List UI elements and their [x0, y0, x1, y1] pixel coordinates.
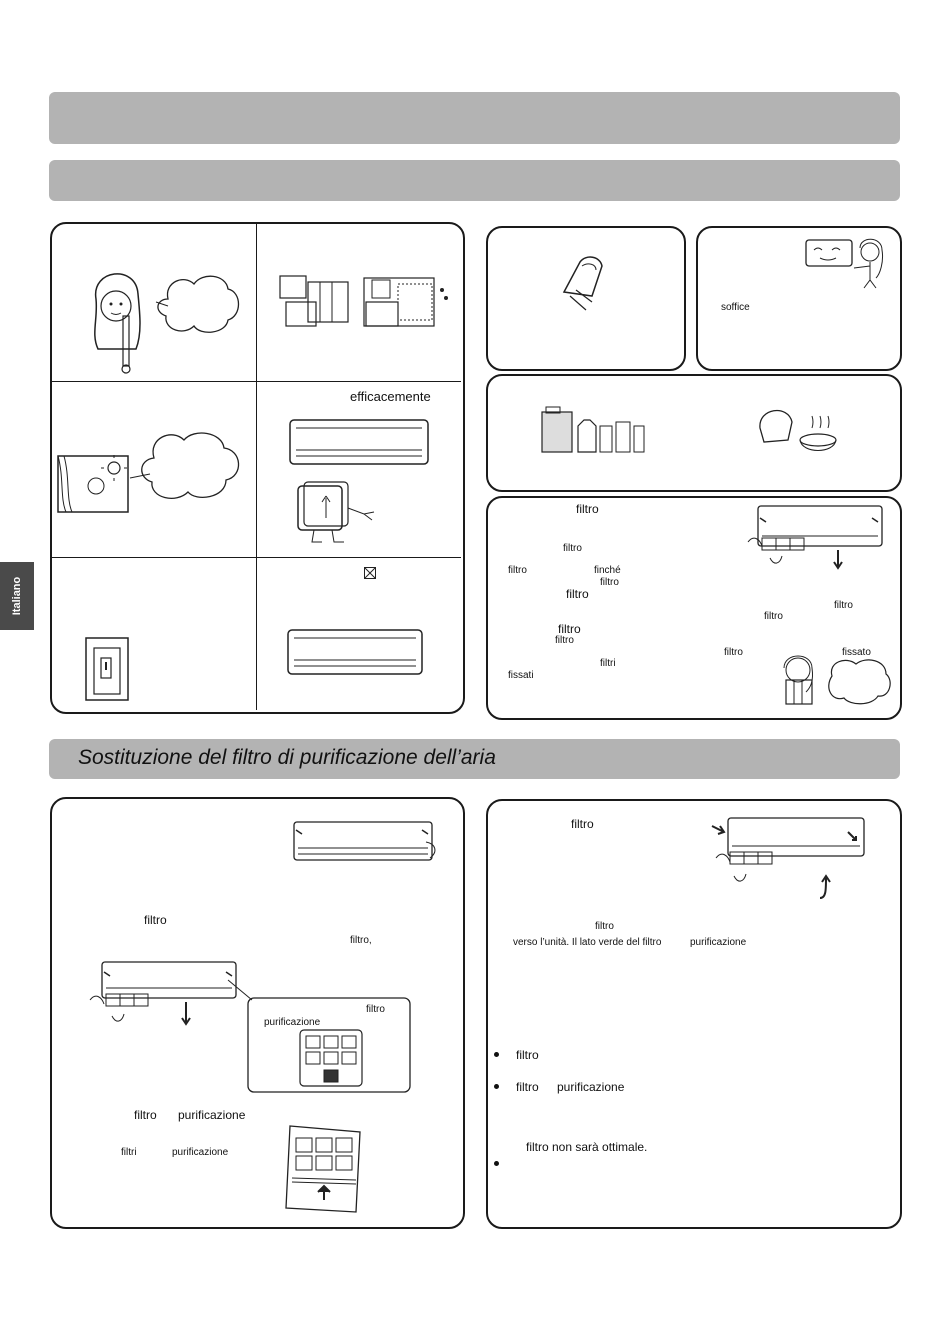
grid-horizontal-divider-1 [52, 381, 461, 382]
panel-f-bullet2-purificazione: purificazione [557, 1080, 625, 1094]
header-bar [49, 92, 900, 144]
panel-f-note: filtro non sarà ottimale. [526, 1140, 648, 1154]
remote-character-illustration [292, 478, 392, 548]
filter-pull-illustration [86, 960, 246, 1032]
filter-word-5: filtro [566, 587, 589, 601]
grid-horizontal-divider-2 [52, 557, 461, 558]
panel-f-bullet1-filtro: filtro [516, 1048, 539, 1062]
hot-water-illustration [754, 402, 840, 458]
filter-word-2: filtro [563, 543, 582, 554]
callout-filtro: filtro [366, 1004, 385, 1015]
language-tab [0, 562, 34, 630]
callout-box-illustration [228, 978, 412, 1094]
language-tab-label: Italiano [11, 576, 23, 616]
girl-with-filter-illustration [776, 654, 894, 708]
panel-e-bold-purificazione: purificazione [178, 1108, 246, 1122]
panel-e-small-purificazione: purificazione [172, 1147, 229, 1158]
filter-insert-illustration [280, 1122, 370, 1216]
filter-word-6: filtro [834, 600, 853, 611]
filter-removal-unit-illustration [740, 504, 890, 574]
section2-title: Sostituzione del filtro di purificazione dell’aria [78, 746, 496, 769]
subheader-bar [49, 160, 900, 201]
unit-open-panel-illustration [290, 818, 440, 868]
panel-f-line-purificazione: purificazione [690, 937, 747, 948]
off-checkbox-icon [364, 567, 376, 579]
finche-word: finché [594, 565, 621, 576]
filter-word-9: filtro [555, 635, 574, 646]
bullet-3 [494, 1161, 499, 1166]
filter-word-4: filtro [600, 577, 619, 588]
filter-word-10: filtro [724, 647, 743, 658]
chemical-bottles-illustration [540, 404, 650, 454]
filter-word-8: filtro [558, 622, 581, 636]
grid-vertical-divider [256, 224, 257, 710]
panel-e-bold-filtro: filtro [134, 1108, 157, 1122]
panel-e-small-filtri: filtri [121, 1147, 137, 1158]
panel-e-filter-1: filtro [144, 913, 167, 927]
indoor-unit-illustration-2 [288, 628, 428, 678]
filter-word-1: filtro [576, 502, 599, 516]
circuit-breaker-illustration [84, 636, 132, 702]
blocked-airflow-illustration [272, 268, 452, 338]
filtri-word: filtri [600, 658, 616, 669]
panel-f-line: verso l’unità. Il lato verde del filtro [513, 937, 662, 948]
filter-return-illustration [708, 816, 868, 902]
girl-cleaning-unit-illustration [804, 234, 888, 290]
soffice-word: soffice [721, 302, 750, 313]
panel-f-filter-2: filtro [595, 921, 614, 932]
bullet-2 [494, 1084, 499, 1089]
hand-cloth-illustration [556, 252, 612, 312]
filter-word-7: filtro [764, 611, 783, 622]
callout-purificazione: purificazione [264, 1017, 321, 1028]
panel-e-filter-2: filtro, [350, 935, 372, 946]
panel-f-filter-1: filtro [571, 817, 594, 831]
window-sunlight-illustration [54, 428, 254, 518]
girl-thermometer-illustration [76, 254, 246, 374]
bullet-1 [494, 1052, 499, 1057]
filter-word-3: filtro [508, 565, 527, 576]
fissato-word: fissato [842, 647, 871, 658]
indoor-unit-illustration [290, 418, 430, 468]
cell4-word: efficacemente [350, 389, 431, 404]
fissati-word: fissati [508, 670, 534, 681]
panel-f-bullet2-filtro: filtro [516, 1080, 539, 1094]
